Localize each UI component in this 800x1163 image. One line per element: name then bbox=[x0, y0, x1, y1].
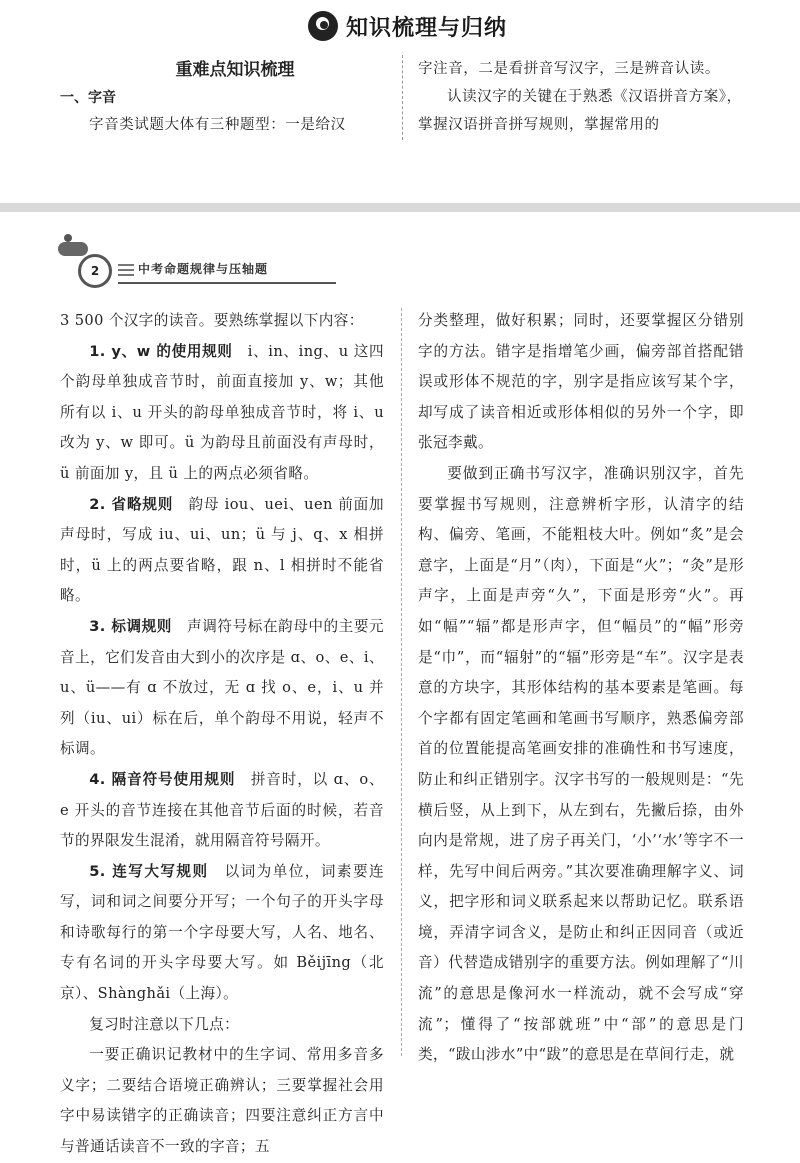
continuation-line: 字注音，二是看拼音写汉字，三是辨音认读。 bbox=[418, 61, 720, 77]
paragraph: 要做到正确书写汉字，准确识别汉字，首先要掌握书写规则，注意辨析字形，认清字的结构、偏旁、笔画，不能粗枝大叶。例如“炙”是会意字，上面是“月”（肉），下面是“火”；“灸”是形声字，上面是声旁“久”，下面是形旁“火”。再如“幅”“辐”都是形声字，但“幅员”的“幅”形旁是“巾”，而“辐射”的“辐”形旁是“车”。汉字是表意的方块字，其形体结构的基本要素是笔画。每个字都有固定笔画和笔画书写顺序，熟悉偏旁部首的位置能提高笔画安排的准确性和书写速度，防止和纠正错别字。汉字书写的一般规则是：“先横后竖，从上到下，从左到右，先撇后捺，由外向内是常规，进了房子再关门，‘小’‘水’等字不一样，先写中间后两旁。”其次要准确理解字义、词义，把字形和词义联系起来以帮助记忆。联系语境，弄清字词含义，是防止和纠正因同音（或近音）代替造成错别字的重要方法。例如理解了“川流”的意思是像河水一样流动，就不会写成“穿流”；懂得了“按部就班”中“部”的意思是门类，“跋山涉水”中“跋”的意思是在草间行走，就 bbox=[418, 464, 744, 1064]
banner-title: 知识梳理与归纳 bbox=[346, 15, 508, 41]
rule-text: i、in、ing、u 这四个韵母单独成音节时，前面直接加 y、w；其他所有以 i、u 开头的韵母单独成音节时，将 i、u 改为 y、w 即可。ü 为韵母且前面没有声母时，ü 前面加 y，且 ü 上的两点必须省略。 bbox=[60, 342, 384, 482]
rule-text: 以词为单位，词素要连写，词和词之间要分开写；一个句子的开头字母和诗歌每行的第一个字母要大写，人名、地名、专有名词的开头字母要大写。如 Běijīng（北京）、Shànghǎi（上海）。 bbox=[60, 862, 384, 1003]
rule-heading: 4. 隔音符号使用规则 bbox=[89, 770, 236, 788]
reading-paragraph: 认读汉字的关键在于熟悉《汉语拼音方案》，掌握汉语拼音拼写规则，掌握常用的 bbox=[418, 89, 742, 133]
main-page bbox=[0, 212, 800, 1156]
rule-heading: 2. 省略规则 bbox=[89, 495, 174, 513]
speed-lines-icon bbox=[118, 264, 134, 278]
header-rule bbox=[118, 282, 336, 284]
rule-paragraph bbox=[60, 337, 384, 490]
running-header-title: 中考命题规律与压轴题 bbox=[138, 262, 269, 276]
paragraph: 复习时注意以下几点： bbox=[89, 1015, 240, 1033]
snail-body-icon bbox=[58, 242, 88, 256]
section-title: 重难点知识梳理 bbox=[175, 60, 295, 80]
subheading-pronunciation: 一、字音 bbox=[60, 90, 116, 106]
rule-paragraph bbox=[60, 765, 384, 857]
page-header bbox=[58, 234, 358, 284]
right-column bbox=[418, 306, 744, 1071]
column-divider bbox=[402, 55, 403, 140]
paragraph: 3 500 个汉字的读音。要熟练掌握以下内容： bbox=[60, 312, 364, 329]
rule-heading: 3. 标调规则 bbox=[89, 617, 172, 635]
snail-antenna-icon bbox=[64, 234, 72, 242]
paragraph: 一要正确识记教材中的生字词、常用多音多义字；二要结合语境正确辨认；三要掌握社会用字中易读错字的正确读音；四要注意纠正方言中与普通话读音不一致的字音；五 bbox=[60, 1046, 384, 1156]
paragraph: 分类整理，做好积累；同时，还要掌握区分错别字的方法。错字是指增笔少画，偏旁部首搭配错误或形体不规范的字，别字是指应该写某个字，却写成了读音相近或形体相似的另外一个字，即张冠李戴。 bbox=[418, 312, 744, 452]
intro-paragraph: 字音类试题大体有三种题型：一是给汉 bbox=[89, 117, 346, 133]
rule-heading: 5. 连写大写规则 bbox=[89, 862, 209, 880]
column-divider bbox=[401, 308, 402, 1056]
rule-text: 声调符号标在韵母中的主要元音上，它们发音由大到小的次序是 ɑ、o、e、i、u、ü——有 ɑ 不放过，无 ɑ 找 o、e，i、u 并列（iu、ui）标在后，单个韵母不用说，轻声不标调。 bbox=[60, 617, 384, 758]
left-column bbox=[60, 306, 384, 1163]
top-left-column bbox=[60, 55, 390, 139]
page-number: 2 bbox=[90, 264, 100, 278]
page-separator bbox=[0, 203, 800, 212]
rule-text: 韵母 iou、uei、uen 前面加声母时，写成 iu、ui、un；ü 与 j、q、x 相拼时，ü 上的两点要省略，跟 n、l 相拼时不能省略。 bbox=[60, 495, 384, 605]
top-right-column bbox=[418, 55, 746, 139]
previous-page-fragment bbox=[0, 0, 800, 203]
swirl-logo-icon bbox=[308, 11, 338, 41]
rule-paragraph bbox=[60, 857, 384, 1010]
section-banner bbox=[308, 8, 507, 44]
rule-text: 拼音时，以 ɑ、o、e 开头的音节连接在其他音节后面的时候，若音节的界限发生混淆，就用隔音符号隔开。 bbox=[60, 770, 384, 850]
rule-paragraph bbox=[60, 612, 384, 765]
rule-paragraph bbox=[60, 490, 384, 612]
rule-heading: 1. y、w 的使用规则 bbox=[89, 342, 233, 360]
